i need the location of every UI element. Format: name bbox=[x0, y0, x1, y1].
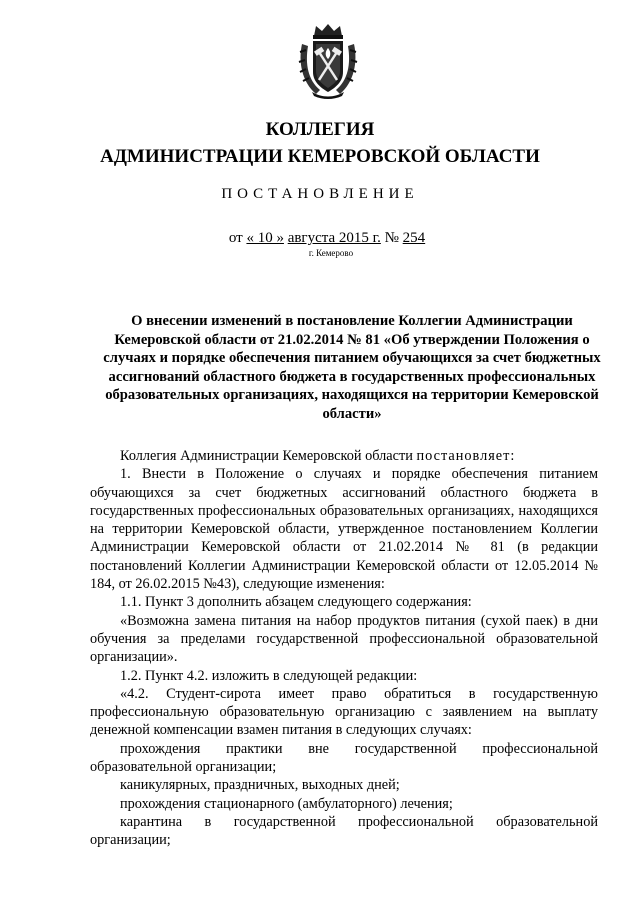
case-item: каникулярных, праздничных, выходных дней; bbox=[120, 777, 400, 794]
date-day: « 10 » bbox=[246, 230, 284, 246]
clause-1-1: 1.1. Пункт 3 дополнить абзацем следующего содержания: bbox=[120, 594, 472, 611]
intro-lead: Коллегия Администрации Кемеровской области bbox=[120, 448, 413, 464]
coat-of-arms-icon bbox=[296, 22, 360, 100]
date-month-year: августа 2015 г. bbox=[287, 230, 381, 246]
intro-verb: постановляет: bbox=[416, 448, 516, 464]
date-prefix: от bbox=[228, 230, 243, 246]
case-item: прохождения практики вне государственной профессиональной образовательной организации; bbox=[90, 740, 598, 776]
organization-name-line2: АДМИНИСТРАЦИИ КЕМЕРОВСКОЙ ОБЛАСТИ bbox=[100, 146, 540, 167]
document-city: г. Кемерово bbox=[308, 248, 354, 258]
intro-paragraph bbox=[90, 447, 598, 465]
document-number: 254 bbox=[402, 230, 426, 246]
organization-name-line1: КОЛЛЕГИЯ bbox=[265, 119, 375, 140]
clause-1-2: 1.2. Пункт 4.2. изложить в следующей редакции: bbox=[120, 667, 418, 684]
document-dateline bbox=[0, 229, 640, 247]
document-body bbox=[90, 447, 598, 850]
document-type: ПОСТАНОВЛЕНИЕ bbox=[221, 186, 419, 202]
case-item: прохождения стационарного (амбулаторного) лечения; bbox=[120, 795, 453, 812]
clause-1-1-text: «Возможна замена питания на набор продуктов питания (сухой паек) в дни обучения за пределами государственной профессиональной образовательной организации». bbox=[90, 612, 598, 666]
number-label: № bbox=[384, 230, 399, 246]
clause-1-2-text: «4.2. Студент-сирота имеет право обратиться в государственную профессиональную образовательную организацию с заявлением на выплату денежной компенсации взамен питания в следующих случаях: bbox=[90, 685, 598, 739]
document-title: О внесении изменений в постановление Коллегии Администрации Кемеровской области от 21.02.2014 № 81 «Об утверждении Положения о случаях и порядке обеспечения питанием обучающихся за счет бюджетных ассигнований областного бюджета в государственных профессиональных образовательных организациях, находящихся на территории Кемеровской области» bbox=[103, 313, 601, 422]
case-item: карантина в государственной профессиональной образовательной организации; bbox=[90, 813, 598, 849]
clause-1: 1. Внести в Положение о случаях и порядке обеспечения питанием обучающихся за счет бюджетных ассигнований областного бюджета в государственных профессиональных образовательных организациях, находящихся на территории Кемеровской области, утвержденное постановлением Коллегии Администрации Кемеровской области от 21.02.2014 № 81 (в редакции постановлений Коллегии Администрации Кемеровской области от 12.05.2014 № 184, от 26.02.2015 №43), следующие изменения: bbox=[90, 466, 598, 593]
